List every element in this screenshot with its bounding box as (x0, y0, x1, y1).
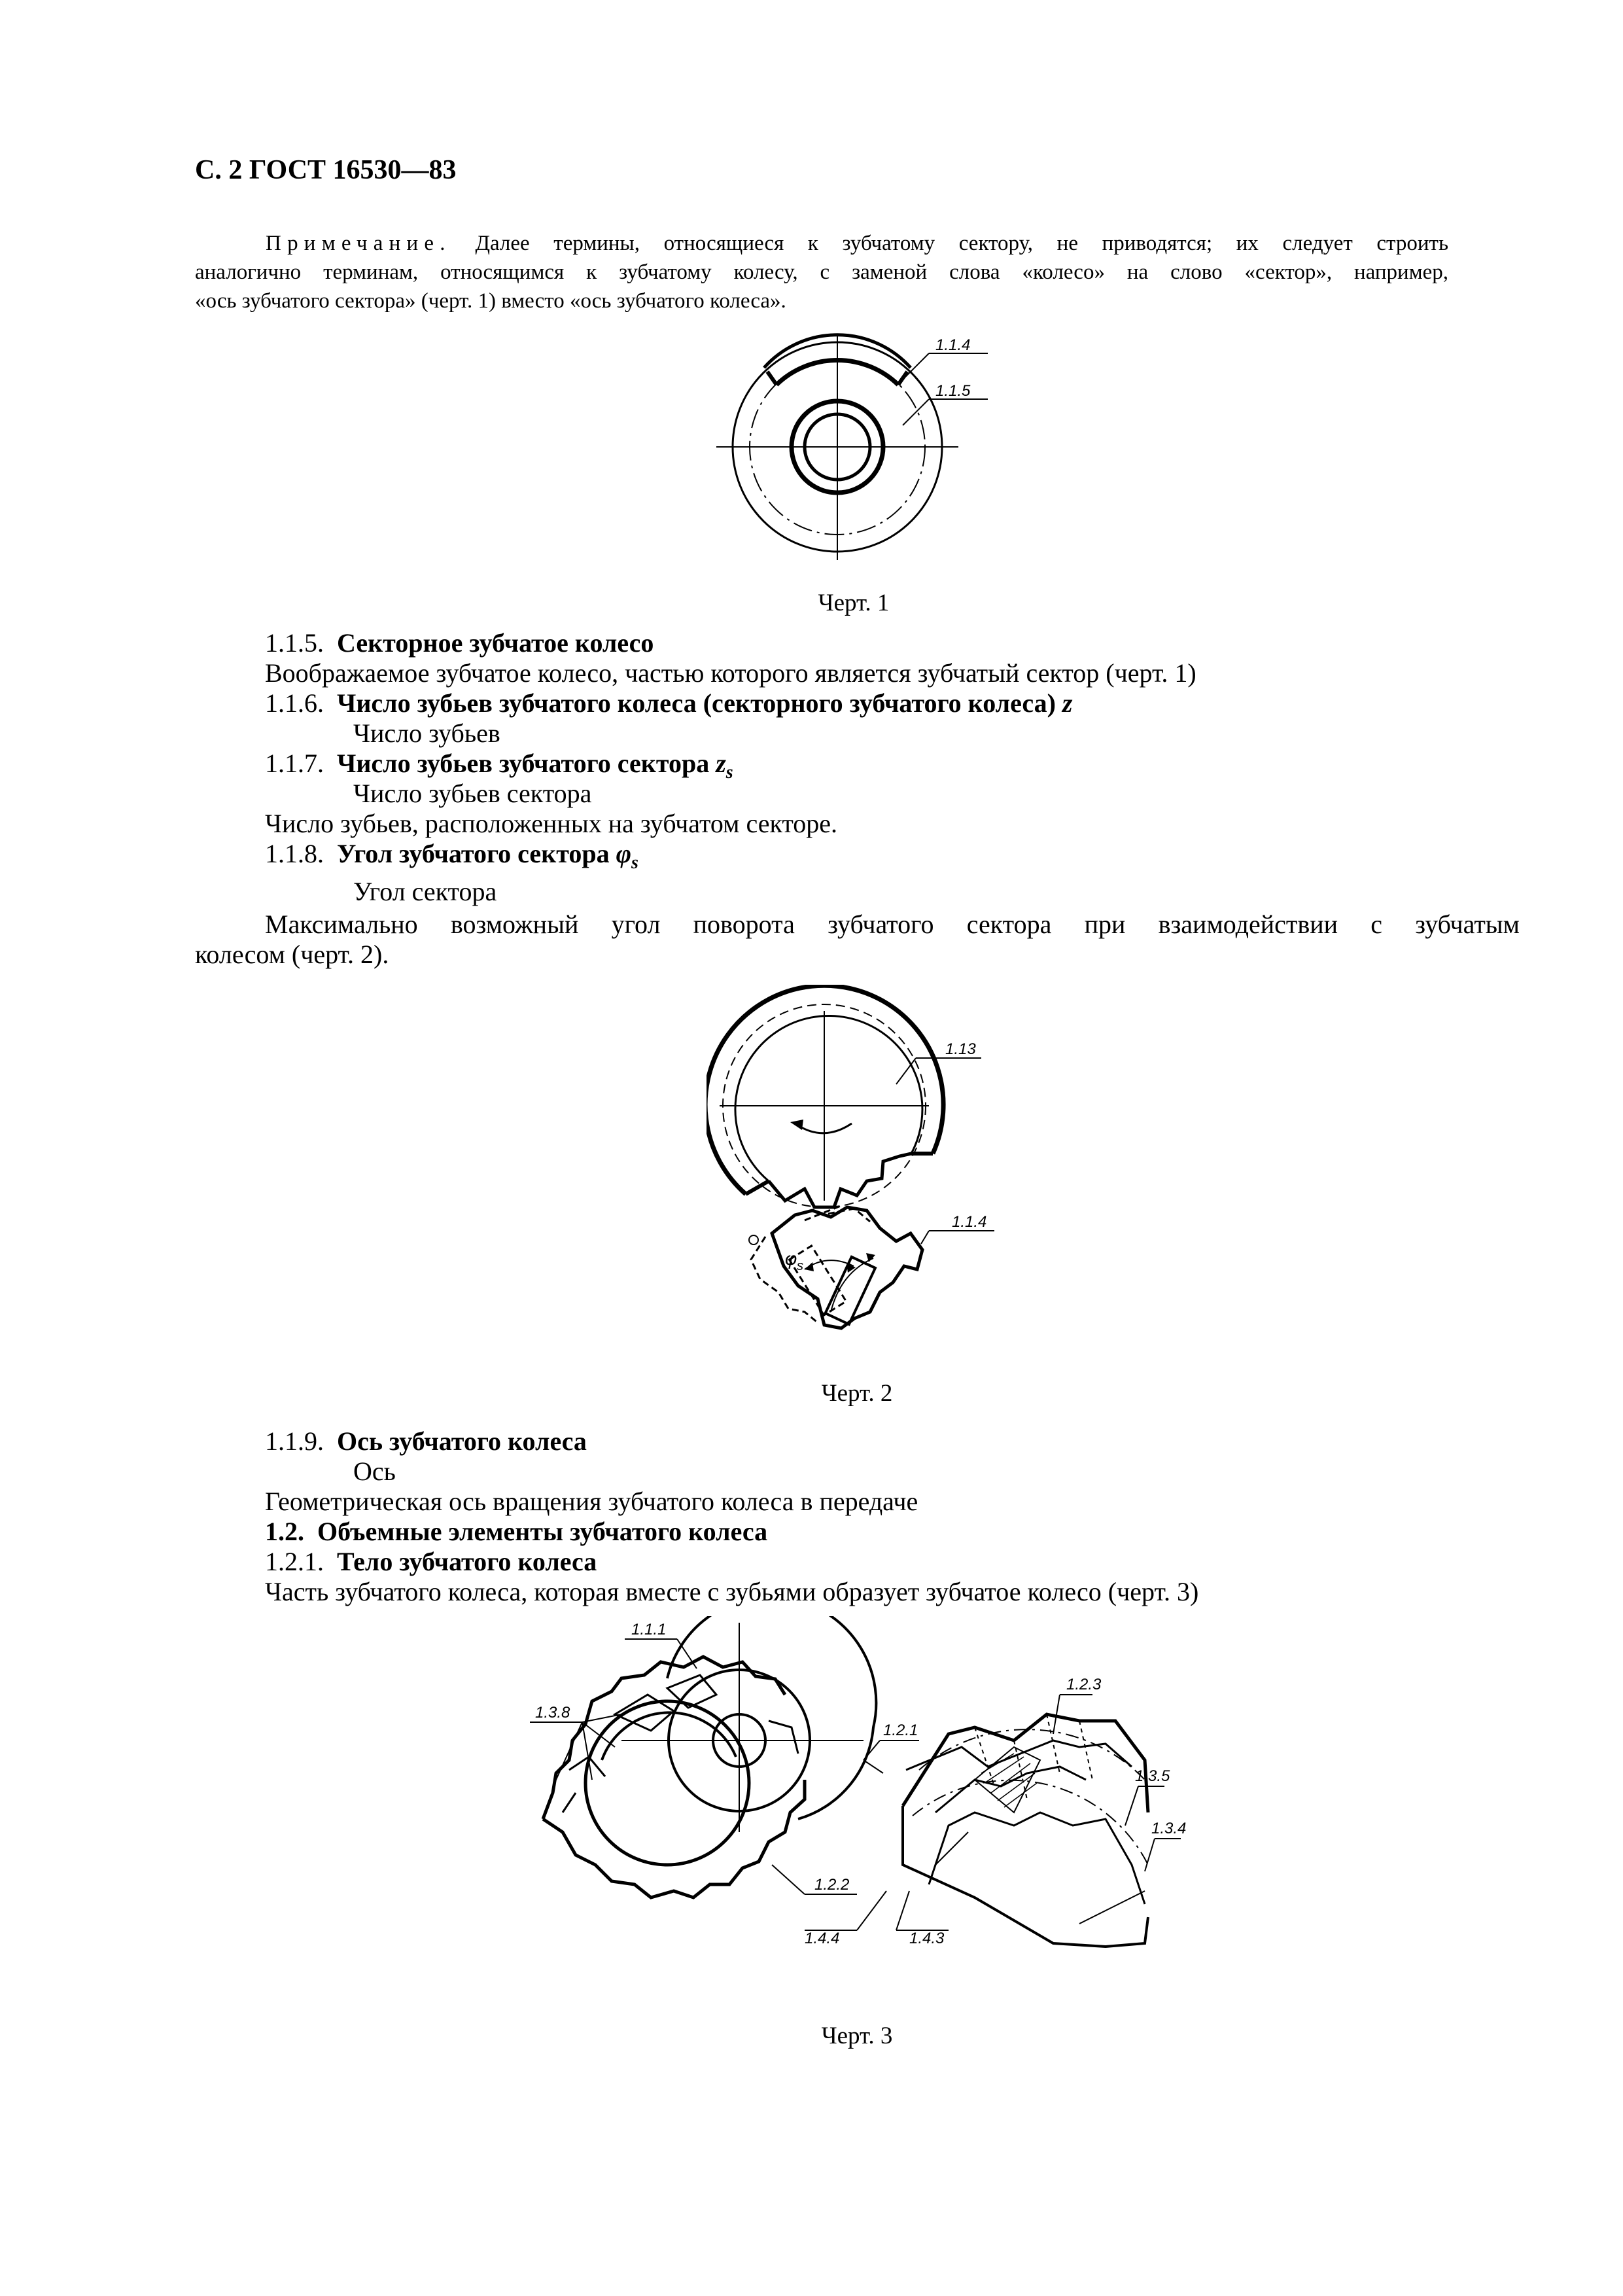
fig3-label-1-2-2: 1.2.2 (814, 1876, 850, 1894)
term-symbol: φ (616, 839, 631, 868)
term-symbol: z (716, 749, 726, 778)
fig3-label-1-4-4: 1.4.4 (805, 1930, 840, 1947)
figure-1-caption: Черт. 1 (818, 590, 890, 616)
term-symbol-sub: s (725, 762, 733, 783)
term-title: Угол зубчатого сектора (337, 839, 610, 868)
fig2-phi-symbol: φ (785, 1248, 797, 1269)
figure-3-caption: Черт. 3 (821, 2022, 893, 2049)
term-1-1-8-definition-line-2: колесом (черт. 2). (195, 940, 389, 969)
term-title: Число зубьев зубчатого колеса (секторного зубчатого колеса) (337, 688, 1056, 718)
fig3-label-1-4-3: 1.4.3 (909, 1930, 945, 1947)
term-1-1-9-heading (265, 1426, 587, 1457)
term-1-1-8-short: Угол сектора (353, 877, 497, 906)
fig3-label-1-2-1: 1.2.1 (883, 1722, 918, 1739)
fig3-label-1-3-5: 1.3.5 (1135, 1767, 1170, 1785)
note-line-2: аналогично терминам, относящимся к зубчатому колесу, с заменой слова «колесо» на слово «сектор», например, (195, 260, 1448, 284)
note-block (195, 229, 1448, 315)
figure-2-drawing (707, 985, 1073, 1358)
term-title: Ось зубчатого колеса (337, 1426, 587, 1456)
term-number: 1.2.1. (265, 1547, 324, 1576)
term-number: 1.1.8. (265, 839, 324, 868)
fig1-label-1-1-5: 1.1.5 (935, 382, 971, 400)
term-title: Секторное зубчатое колесо (337, 628, 654, 658)
note-line-3: «ось зубчатого сектора» (черт. 1) вместо «ось зубчатого колеса». (195, 289, 786, 313)
term-number: 1.1.9. (265, 1426, 324, 1456)
fig3-label-1-1-1: 1.1.1 (631, 1621, 667, 1638)
term-1-1-9-definition: Геометрическая ось вращения зубчатого колеса в передаче (265, 1487, 918, 1516)
term-number: 1.1.6. (265, 688, 324, 718)
section-title: Объемные элементы зубчатого колеса (317, 1517, 768, 1546)
term-title: Тело зубчатого колеса (337, 1547, 597, 1576)
figure-1-drawing (713, 327, 1014, 569)
term-title: Число зубьев зубчатого сектора (337, 749, 710, 778)
fig3-label-1-3-8: 1.3.8 (535, 1704, 570, 1722)
term-1-2-1-heading (265, 1547, 597, 1577)
section-number: 1.2. (265, 1517, 304, 1546)
note-line-1: Далее термины, относящиеся к зубчатому сектору, не приводятся; их следует строить (475, 232, 1449, 255)
figure-3-drawing (517, 1616, 1223, 1983)
term-1-1-6-heading (265, 688, 1072, 718)
term-1-1-7-definition: Число зубьев, расположенных на зубчатом секторе. (265, 809, 838, 838)
term-1-1-5-heading (265, 628, 654, 658)
figure-2-caption: Черт. 2 (821, 1380, 893, 1407)
term-symbol: z (1062, 688, 1073, 718)
term-1-1-9-short: Ось (353, 1457, 396, 1486)
term-1-1-8-heading (265, 839, 638, 878)
term-1-1-6-short: Число зубьев (353, 718, 500, 748)
term-number: 1.1.7. (265, 749, 324, 778)
note-label: Примечание. (266, 232, 451, 255)
term-1-1-5-definition: Воображаемое зубчатое колесо, частью которого является зубчатый сектор (черт. 1) (265, 658, 1196, 688)
term-number: 1.1.5. (265, 628, 324, 658)
fig3-label-1-2-3: 1.2.3 (1066, 1676, 1102, 1693)
fig2-label-1-13: 1.13 (945, 1040, 976, 1058)
term-1-1-8-definition-line-1: Максимально возможный угол поворота зубчатого сектора при взаимодействии с зубчатым (265, 910, 1520, 939)
term-symbol-sub: s (631, 853, 638, 873)
fig2-phi-subscript: s (797, 1259, 803, 1273)
term-1-1-7-short: Число зубьев сектора (353, 779, 592, 808)
page-header: С. 2 ГОСТ 16530—83 (195, 155, 457, 185)
term-1-2-1-definition: Часть зубчатого колеса, которая вместе с зубьями образует зубчатое колесо (черт. 3) (265, 1577, 1199, 1606)
section-1-2-heading (265, 1517, 767, 1547)
fig2-label-1-1-4: 1.1.4 (952, 1213, 987, 1231)
fig1-label-1-1-4: 1.1.4 (935, 336, 971, 354)
fig3-label-1-3-4: 1.3.4 (1151, 1820, 1187, 1837)
